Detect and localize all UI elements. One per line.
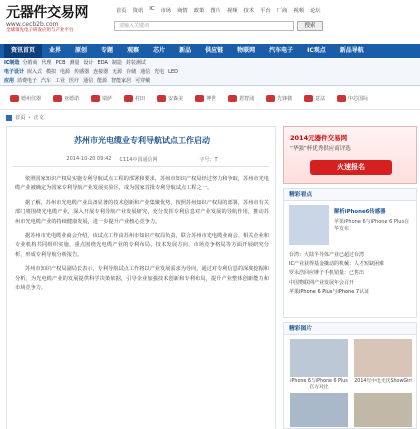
top-link[interactable]: 视频 — [226, 8, 238, 14]
article-body — [15, 175, 269, 298]
sub-nav-item[interactable]: 制造 — [111, 60, 122, 66]
picture-thumbnail[interactable] — [290, 339, 348, 377]
article-paragraph: 依照国家知识产权局实施专利导航试点工程的部署和要求，苏州市知识产权局经过努力和争取，苏州市光电缆产业被确定为国家专利导航产业发展实验区，成为国家首批专利导航试点工程之一。 — [15, 176, 269, 192]
promo-banner[interactable] — [283, 126, 417, 184]
brand-logo-icon — [10, 95, 19, 102]
sub-nav-item[interactable]: 分销商 — [22, 60, 38, 66]
sub-nav-row — [0, 58, 420, 67]
search-input[interactable]: 请输入关键词 — [114, 21, 294, 31]
main-nav — [0, 44, 420, 58]
picture-thumbnail[interactable] — [290, 393, 348, 427]
brand-logo-icon — [304, 95, 313, 102]
search-button[interactable]: 搜索 — [297, 21, 323, 31]
sub-nav-item[interactable]: 嵌入式 — [27, 69, 43, 75]
logo-url: www.cecb2b.com — [6, 21, 59, 28]
brand-link[interactable] — [53, 95, 79, 102]
sub-nav-item[interactable]: 无源 — [112, 69, 123, 75]
site-logo[interactable] — [6, 5, 98, 39]
brand-link[interactable] — [124, 95, 145, 102]
article-source[interactable]: C114中国通信网 — [119, 157, 158, 163]
picture-thumbnail[interactable] — [354, 393, 412, 427]
breadcrumb-separator: › — [28, 114, 31, 121]
sub-nav-item[interactable]: 智能家居 — [111, 78, 132, 84]
sub-nav-item[interactable]: 代理 — [41, 60, 52, 66]
brand-link[interactable] — [337, 95, 368, 102]
nav-item[interactable]: 新品导航 — [339, 47, 364, 54]
logo-slogan: 全球领先电子研发应用与产业平台 — [6, 28, 74, 33]
brand-logo-icon — [91, 95, 100, 102]
article-meta — [7, 156, 277, 163]
brand-logo-icon — [195, 95, 204, 102]
sub-nav-item[interactable]: 光电 — [154, 69, 165, 75]
brand-name: 德州仪器 — [21, 96, 42, 102]
sub-nav-item[interactable]: 消费电子 — [17, 78, 38, 84]
picture-caption[interactable]: 2014年中电光伏ShowGirl — [354, 379, 412, 384]
top-link[interactable]: IC — [149, 6, 155, 12]
top-link[interactable]: 图片 — [210, 8, 221, 14]
article-panel — [6, 126, 276, 429]
sub-nav-row — [0, 76, 420, 85]
article-paragraph: 苏州市知识产权局副局长表示，专利导航试点工作将以产业发展需求为导向，通过对专利信息的深度挖掘和分析，为光电缆产业的发展提供科学决策依据，引导企业加强技术创新和专利布局，提升产业整体创新能力和市场竞争力。 — [15, 266, 269, 292]
sub-nav — [0, 58, 420, 86]
pictures-section — [283, 322, 417, 429]
brand-name: 村田 — [135, 96, 146, 102]
nav-item[interactable]: 原创 — [75, 47, 88, 54]
sub-nav-item[interactable]: 能源 — [97, 78, 108, 84]
news-link[interactable]: IC产业获得基金撬动的机械：人才短缺困难 — [289, 261, 384, 268]
brand-link[interactable] — [10, 95, 41, 102]
sub-nav-item[interactable]: 通信 — [140, 69, 151, 75]
featured-heading: 精彩看点 — [284, 189, 416, 201]
home-icon[interactable] — [6, 115, 12, 121]
brand-logo-icon — [53, 95, 62, 102]
top-links — [114, 6, 323, 14]
news-link[interactable]: 中国物联网产业发展年会召开 — [289, 279, 355, 286]
brand-logo-icon — [124, 95, 133, 102]
nav-item[interactable]: 业界 — [49, 47, 62, 54]
article-title: 苏州市光电缆业专利导航试点工作启动 — [74, 136, 210, 145]
sub-nav-item[interactable]: 测量 — [69, 60, 80, 66]
site-header — [0, 0, 420, 42]
nav-item[interactable]: 资讯首页 — [4, 44, 42, 58]
sub-nav-item[interactable]: 工业 — [55, 78, 66, 84]
sub-nav-item[interactable]: PCB — [55, 59, 66, 66]
brand-link[interactable] — [266, 95, 292, 102]
breadcrumb — [6, 114, 44, 121]
nav-item[interactable]: 汽车电子 — [269, 47, 294, 54]
brand-name: 瑞萨 — [102, 96, 113, 102]
sub-nav-head: IC制造 — [4, 60, 20, 66]
article-date: 2014-10-20 09:42 — [66, 156, 112, 162]
brand-logo-icon — [337, 95, 346, 102]
sub-nav-item[interactable]: 可穿戴 — [135, 78, 151, 84]
brand-link[interactable] — [304, 95, 325, 102]
breadcrumb-home[interactable]: 首页 — [15, 115, 26, 121]
nav-item[interactable]: 新品 — [179, 47, 192, 54]
font-size-toggle[interactable]: 字号：T — [199, 157, 218, 163]
article-paragraph: 据了解，苏州市光电缆产业具备显著的技术创新和产业集聚优势，按照苏州知识产权局的部署，苏州市有关部门将围绕光电缆产业，深入开展专利导航产业发展研究，充分发挥专利信息对产业发展的导航作用，推动苏州市光电缆产业的持续健康发展，进一步提升产业核心竞争力。 — [15, 199, 269, 225]
top-link[interactable]: 市场 — [160, 8, 172, 14]
brand-link[interactable] — [228, 95, 254, 102]
sidebar — [283, 126, 417, 429]
brand-bar — [0, 88, 420, 110]
brand-name: 先锋微 — [277, 96, 293, 102]
featured-section — [283, 188, 417, 318]
brand-name: 博世 — [206, 96, 217, 102]
nav-item[interactable]: 供应链 — [205, 47, 224, 54]
sub-nav-item[interactable]: 连接器 — [93, 69, 109, 75]
picture-caption[interactable]: iPhone 6与iPhone 6 Plus官方对比 — [290, 379, 348, 390]
top-link[interactable]: 平台 — [260, 8, 271, 14]
brand-name: 中芯国际 — [348, 96, 369, 102]
article-paragraph: 据苏州市光电缆业商会介绍，该试点工作由苏州市知识产权局负责，联合苏州市光电缆业商会、相关企业和专业机构共同组织实施，重点围绕光电缆产业的专利布局、技术发展方向、市场竞争格局等方面开展研究分析，形成专利导航分析报告。 — [15, 233, 269, 258]
sub-nav-head: 应用 — [4, 78, 15, 84]
brand-link[interactable] — [91, 95, 112, 102]
sub-nav-head: 电子设计 — [4, 69, 25, 75]
top-link[interactable]: 资讯 — [132, 8, 144, 14]
sub-nav-item[interactable]: 电源 — [60, 69, 71, 75]
banner-title: 2014元器件交易网 — [290, 134, 348, 142]
nav-item[interactable]: 物联网 — [237, 47, 256, 54]
news-link[interactable]: 苹果iPhone 6 Plus与iPhone 7认证 — [289, 288, 370, 295]
brand-link[interactable] — [157, 95, 183, 102]
sub-nav-item[interactable]: 汽车 — [41, 78, 52, 84]
banner-cta-button[interactable]: 火速报名 — [310, 160, 392, 175]
top-link[interactable]: 视频 — [293, 8, 304, 14]
top-link[interactable]: 商情 — [177, 8, 188, 14]
picture-thumbnail[interactable] — [354, 339, 412, 377]
nav-item[interactable]: 观察 — [127, 47, 140, 54]
logo-title: 元器件交易网 — [6, 5, 89, 21]
sub-nav-item[interactable]: EDA — [97, 59, 108, 66]
brand-name: 亚德诺 — [64, 96, 80, 102]
brand-logo-icon — [228, 95, 237, 102]
sub-nav-row — [0, 67, 420, 76]
nav-item[interactable]: IC观点 — [307, 47, 326, 54]
pictures-heading: 精彩图片 — [284, 323, 416, 335]
featured-thumbnail[interactable] — [289, 205, 329, 245]
top-link[interactable]: 论坛 — [309, 8, 321, 14]
sub-nav-item[interactable]: 模拟 — [46, 69, 57, 75]
featured-lead-link[interactable]: 解析iPhone6传感器 — [334, 209, 386, 215]
sub-nav-item[interactable]: 设计 — [83, 60, 94, 66]
brand-logo-icon — [266, 95, 275, 102]
nav-item[interactable]: 专题 — [101, 47, 114, 54]
sub-nav-item[interactable]: 封装测试 — [125, 60, 146, 66]
breadcrumb-current: 正文 — [33, 115, 44, 121]
news-link[interactable]: 罗永浩回应锤子手机销量：已售出 — [289, 270, 365, 277]
divider — [13, 166, 269, 167]
featured-list — [289, 251, 413, 297]
brand-logo-icon — [157, 95, 166, 102]
featured-lead-desc: 苹果iPhone 6与iPhone 6 Plus在华发布 — [334, 219, 410, 232]
brand-name: 恩智浦 — [239, 96, 255, 102]
top-link[interactable]: 厂商 — [276, 8, 288, 14]
sub-nav-item[interactable]: 通信 — [83, 78, 94, 84]
sub-nav-item[interactable]: 医疗 — [69, 78, 80, 84]
top-link[interactable]: 技术 — [243, 8, 255, 14]
sub-nav-item[interactable]: LED — [168, 68, 178, 75]
news-link[interactable]: 台湾：大陆半导体产业已超过台湾 — [289, 252, 365, 258]
top-link[interactable]: 政策 — [193, 8, 205, 14]
nav-item[interactable]: 芯片 — [153, 47, 166, 54]
brand-name: 安森美 — [168, 96, 184, 102]
sub-nav-item[interactable]: 传感器 — [74, 69, 90, 75]
brand-name: 意法 — [315, 96, 326, 102]
top-link[interactable]: 首页 — [116, 8, 127, 14]
banner-subtitle: “华强”杯优秀供应商评选 — [290, 146, 351, 152]
sub-nav-item[interactable]: 存储 — [126, 69, 137, 75]
brand-link[interactable] — [195, 95, 216, 102]
